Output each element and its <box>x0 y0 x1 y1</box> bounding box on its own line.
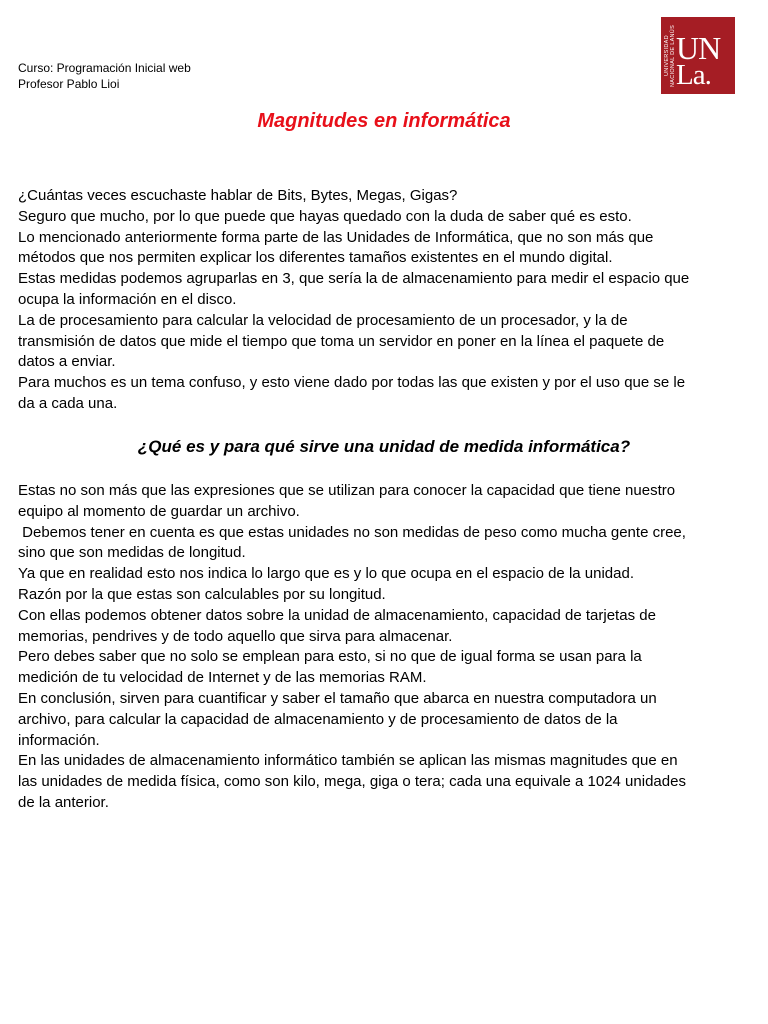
paragraph-line: ¿Cuántas veces escuchaste hablar de Bits, Bytes, Megas, Gigas? <box>18 187 458 204</box>
paragraph-line: sino que son medidas de longitud. <box>18 544 246 562</box>
paragraph-line: Estas no son más que las expresiones que se utilizan para conocer la capacidad que tiene nuestro <box>18 482 676 499</box>
paragraph-line: equipo al momento de guardar un archivo. <box>18 502 300 520</box>
university-logo <box>661 17 735 94</box>
paragraph-line: Razón por la que estas son calculables por su longitud. <box>18 585 386 603</box>
paragraph-line: Pero debes saber que no solo se emplean para esto, si no que de igual forma se usan para la <box>18 648 642 666</box>
paragraph-line: Lo mencionado anteriormente forma parte de las Unidades de Informática, que no son más que <box>18 228 654 246</box>
paragraph-line: datos a enviar. <box>18 353 116 371</box>
paragraph-line: En las unidades de almacenamiento informático también se aplican las mismas magnitudes que en <box>18 752 678 770</box>
paragraph-line: Ya que en realidad esto nos indica lo largo que es y lo que ocupa en el espacio de la unidad. <box>18 565 634 583</box>
intro-section <box>18 186 754 415</box>
paragraph-line: Para muchos es un tema confuso, y esto viene dado por todas las que existen y por el uso que se le <box>18 374 686 392</box>
paragraph-line: archivo, para calcular la capacidad de almacenamiento y de procesamiento de datos de la <box>18 710 618 728</box>
paragraph-line: La de procesamiento para calcular la velocidad de procesamiento de un procesador, y la de <box>18 311 628 329</box>
paragraph-line: Con ellas podemos obtener datos sobre la unidad de almacenamiento, capacidad de tarjetas de <box>18 606 656 624</box>
paragraph-line: En conclusión, sirven para cuantificar y saber el tamaño que abarca en nuestra computadora un <box>18 689 657 707</box>
document-header <box>18 60 191 92</box>
paragraph-line: memorias, pendrives y de todo aquello que sirva para almacenar. <box>18 627 453 645</box>
paragraph-line: Debemos tener en cuenta es que estas unidades no son medidas de peso como mucha gente cree, <box>18 523 686 541</box>
logo-la-text: La. <box>676 59 711 91</box>
course-name: Curso: Programación Inicial web <box>18 61 191 75</box>
paragraph-line: Estas medidas podemos agruparlas en 3, que sería la de almacenamiento para medir el espacio que <box>18 270 690 288</box>
paragraph-line: medición de tu velocidad de Internet y de las memorias RAM. <box>18 669 427 687</box>
paragraph-line: Seguro que mucho, por lo que puede que hayas quedado con la duda de saber qué es esto. <box>18 207 632 225</box>
paragraph-line: las unidades de medida física, como son kilo, mega, giga o tera; cada una equivale a 1024 unidades <box>18 773 686 791</box>
definition-section <box>18 481 754 814</box>
logo-un-text: UN <box>676 30 721 66</box>
paragraph-line: de la anterior. <box>18 793 109 811</box>
logo-vertical-text: UNIVERSIDAD NACIONAL DE LANÚS <box>664 24 676 87</box>
paragraph-line: métodos que nos permiten explicar los diferentes tamaños existentes en el mundo digital. <box>18 249 613 267</box>
teacher-name: Profesor Pablo Lioi <box>18 77 120 91</box>
document-title: Magnitudes en informática <box>257 110 511 132</box>
paragraph-line: da a cada una. <box>18 394 118 412</box>
paragraph-line: información. <box>18 731 100 749</box>
section-subtitle: ¿Qué es y para qué sirve una unidad de medida informática? <box>137 437 631 456</box>
paragraph-line: transmisión de datos que mide el tiempo que toma un servidor en poner en la línea el paquete de <box>18 332 665 350</box>
paragraph-line: ocupa la información en el disco. <box>18 290 237 308</box>
